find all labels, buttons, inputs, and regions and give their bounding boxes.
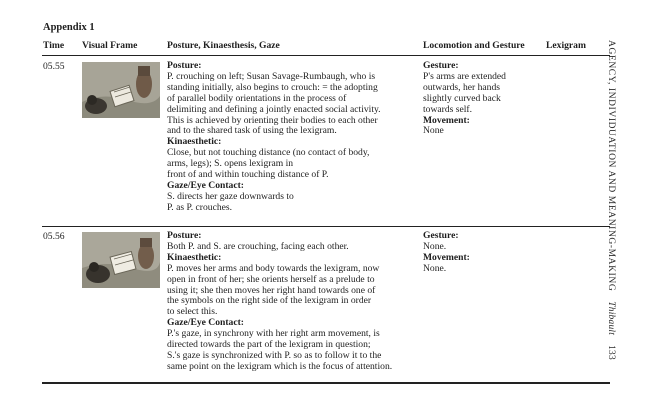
row-time: 05.56 — [43, 231, 65, 242]
cell-line: outwards, her hands — [423, 81, 500, 93]
cell-line: None. — [423, 240, 447, 252]
cell-line: arms, legs); S. opens lexigram in — [167, 158, 294, 170]
cell-line: S.'s gaze is synchronized with P. so as to follow it to the — [167, 349, 382, 361]
cell-line: standing initially, also begins to crouch: = the adopting — [167, 81, 378, 93]
table-bottom-rule — [42, 382, 610, 384]
cell-line: Posture: — [167, 60, 202, 71]
cell-line: Gaze/Eye Contact: — [167, 317, 244, 329]
cell-line: P's arms are extended — [423, 70, 506, 82]
cell-line: Kinaesthetic: — [167, 136, 222, 148]
cell-line: the symbols on the right side of the lexigram in order — [167, 295, 372, 307]
cell-line: Both P. and S. are crouching, facing each other. — [167, 240, 349, 252]
cell-line: P. crouching on left; Susan Savage-Rumbaugh, who is — [167, 70, 376, 82]
header-posture: Posture, Kinaesthesis, Gaze — [167, 40, 280, 51]
video-frame-image — [82, 232, 160, 288]
cell-line: Close, but not touching distance (no contact of body, — [167, 147, 370, 159]
cell-line: directed towards the part of the lexigram in question; — [167, 339, 371, 351]
cell-line: Movement: — [423, 251, 470, 263]
cell-line: P.'s gaze, in synchrony with her right arm movement, is — [167, 328, 380, 340]
cell-line: to select this. — [167, 306, 218, 318]
row-time: 05.55 — [43, 61, 65, 72]
cell-line: towards self. — [423, 103, 473, 115]
cell-line: of parallel bodily orientations in the process of — [167, 92, 347, 104]
row-locomotion-cell — [423, 61, 535, 137]
cell-line: slightly curved back — [423, 92, 501, 104]
header-locomotion: Locomotion and Gesture — [423, 40, 525, 51]
cell-line: delimiting and defining a jointly enacted social activity. — [167, 103, 381, 115]
running-head — [600, 40, 620, 380]
header-visual-frame: Visual Frame — [82, 40, 138, 51]
page-number: 133 — [606, 345, 616, 360]
cell-line: None — [423, 125, 444, 137]
row-posture-cell — [167, 231, 421, 373]
cell-line: This is achieved by orienting their bodies to each other — [167, 114, 378, 126]
cell-line: and to the shared task of using the lexigram. — [167, 125, 337, 137]
row-divider — [42, 226, 610, 227]
cell-line: Posture: — [167, 230, 202, 241]
table-top-rule — [42, 55, 610, 56]
cell-line: P. moves her arms and body towards the lexigram, now — [167, 262, 380, 274]
cell-line: front of and within touching distance of P. — [167, 169, 329, 181]
cell-line: Kinaesthetic: — [167, 251, 222, 263]
header-lexigram: Lexigram — [546, 40, 586, 51]
cell-line: Gesture: — [423, 230, 459, 241]
row-locomotion-cell — [423, 231, 535, 275]
cell-line: None. — [423, 262, 447, 274]
cell-line: Gesture: — [423, 60, 459, 71]
cell-line: S. directs her gaze downwards to — [167, 190, 294, 202]
cell-line: using it; she then moves her right hand towards one of — [167, 284, 376, 296]
cell-line: P. as P. crouches. — [167, 201, 233, 213]
running-head-title: AGENCY, INDIVIDUATION AND MEANING-MAKING — [606, 40, 616, 292]
row-posture-cell — [167, 61, 421, 214]
cell-line: same point on the lexigram which is the focus of attention. — [167, 360, 393, 372]
header-time: Time — [43, 40, 65, 51]
cell-line: open in front of her; she orients herself as a prelude to — [167, 273, 375, 285]
cell-line: Movement: — [423, 114, 470, 126]
appendix-title: Appendix 1 — [43, 22, 95, 33]
running-head-author: Thibault — [606, 301, 616, 336]
cell-line: Gaze/Eye Contact: — [167, 179, 244, 191]
video-frame-image — [82, 62, 160, 118]
